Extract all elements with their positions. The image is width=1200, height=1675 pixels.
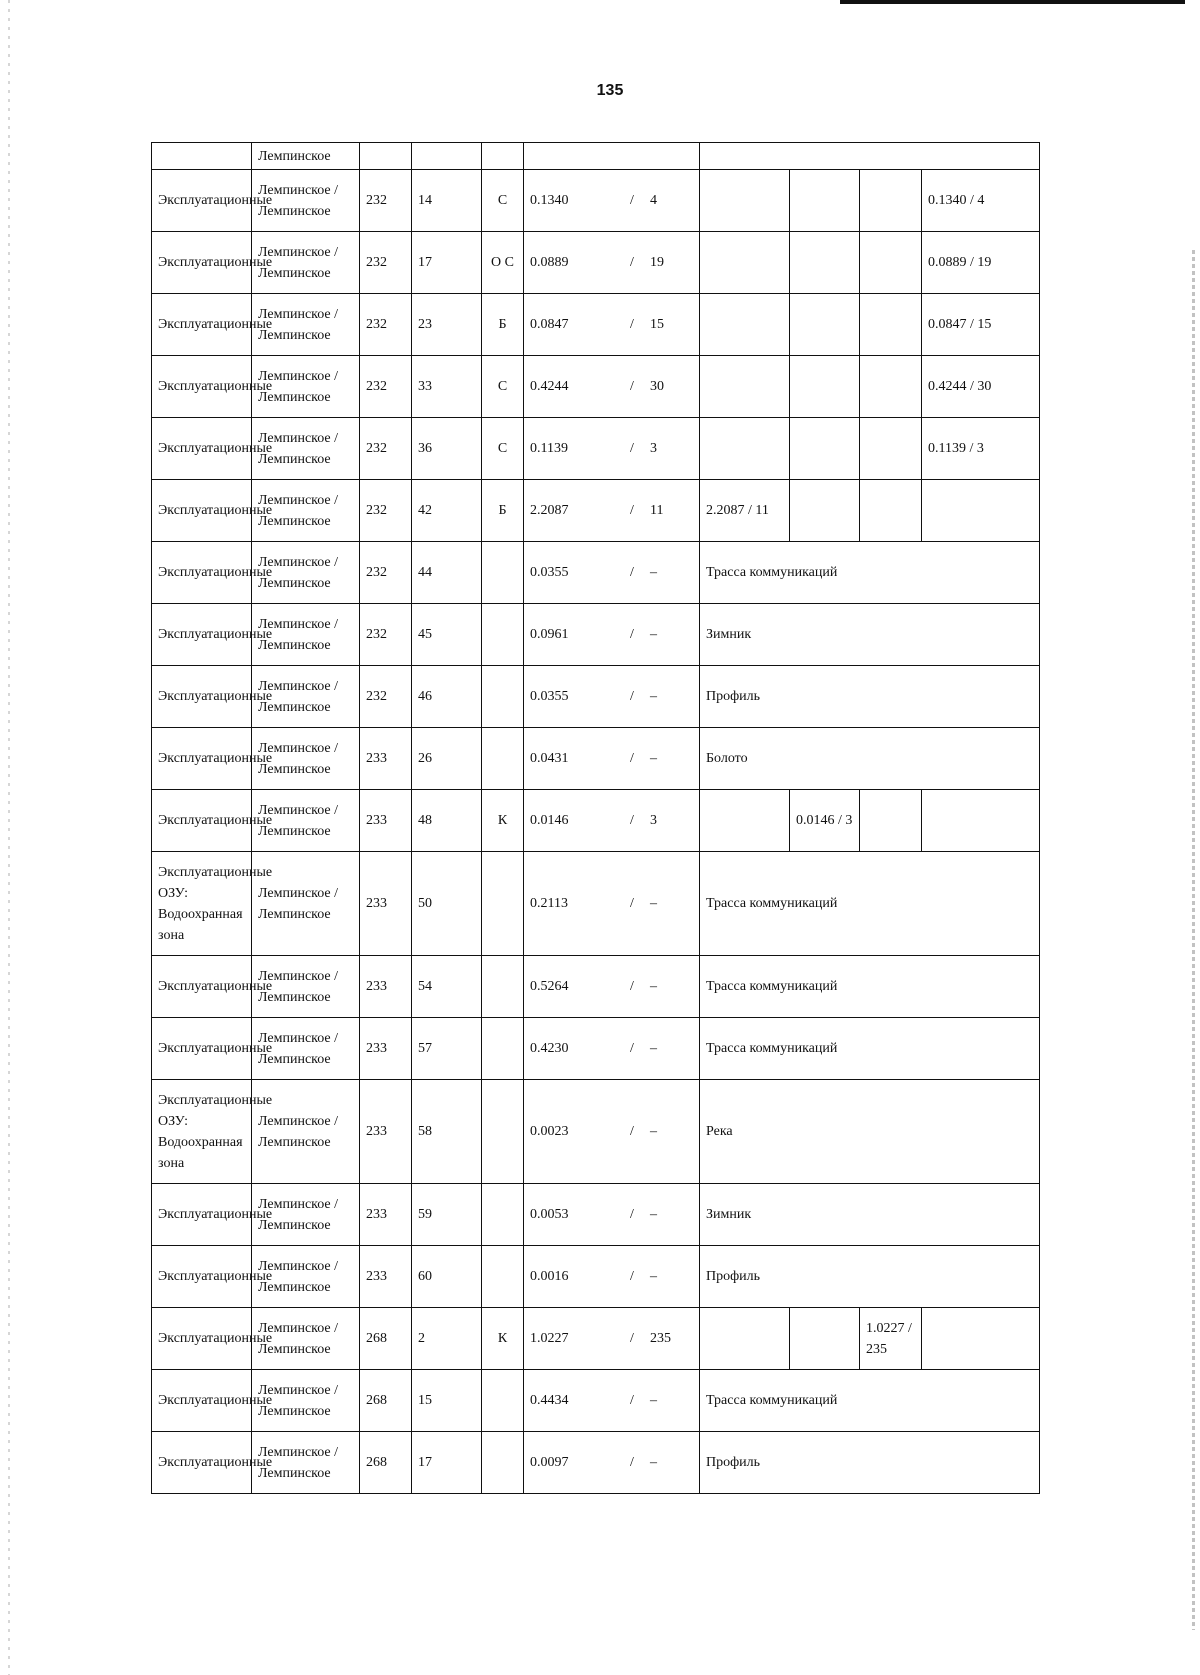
cell-group-3 [860, 480, 922, 542]
scan-edge-right [1192, 250, 1195, 1630]
cell-plot: 58 [412, 1080, 482, 1184]
area-value: 2.2087 [530, 503, 569, 518]
header-cell-area [524, 143, 700, 170]
table-row [152, 1080, 1040, 1184]
table-row [152, 356, 1040, 418]
table-row [152, 666, 1040, 728]
cell-category: Эксплуатационные [152, 170, 252, 232]
cell-plot: 48 [412, 790, 482, 852]
cell-plot: 23 [412, 294, 482, 356]
cell-code: С [482, 170, 524, 232]
area-value: 0.4434 [530, 1393, 569, 1408]
cell-group-3 [860, 294, 922, 356]
cell-group-4: 0.0847 / 15 [922, 294, 1040, 356]
area-count: – [650, 979, 657, 994]
cell-plot: 46 [412, 666, 482, 728]
table-row [152, 170, 1040, 232]
cell-purpose-note: Трасса коммуникаций [700, 956, 1040, 1018]
cell-area [524, 480, 700, 542]
area-count: – [650, 1207, 657, 1222]
area-separator: / [630, 193, 634, 208]
area-value: 0.0355 [530, 689, 569, 704]
cell-group-3 [860, 356, 922, 418]
area-count: – [650, 1124, 657, 1139]
cell-quarter: 233 [360, 956, 412, 1018]
cell-group-3: 1.0227 / 235 [860, 1308, 922, 1370]
cell-category: Эксплуатационные [152, 666, 252, 728]
area-value: 0.0016 [530, 1269, 569, 1284]
cell-name: Лемпинское / Лемпинское [252, 356, 360, 418]
area-separator: / [630, 503, 634, 518]
area-separator: / [630, 689, 634, 704]
cell-category: Эксплуатационные [152, 1432, 252, 1494]
cell-quarter: 232 [360, 294, 412, 356]
cell-group-2 [790, 170, 860, 232]
table-row [152, 1018, 1040, 1080]
cell-code [482, 1184, 524, 1246]
area-count: – [650, 627, 657, 642]
cell-purpose-note: Трасса коммуникаций [700, 542, 1040, 604]
cell-group-4: 0.1139 / 3 [922, 418, 1040, 480]
cell-area [524, 542, 700, 604]
cell-code [482, 852, 524, 956]
area-separator: / [630, 1393, 634, 1408]
cell-quarter: 232 [360, 666, 412, 728]
cell-group-1 [700, 232, 790, 294]
area-separator: / [630, 317, 634, 332]
area-count: 235 [650, 1331, 671, 1346]
cell-purpose-note: Профиль [700, 1432, 1040, 1494]
area-count: 19 [650, 255, 664, 270]
cell-group-3 [860, 170, 922, 232]
area-separator: / [630, 1455, 634, 1470]
cell-name: Лемпинское / Лемпинское [252, 852, 360, 956]
header-cell-quarter [360, 143, 412, 170]
cell-quarter: 232 [360, 604, 412, 666]
area-value: 1.0227 [530, 1331, 569, 1346]
table-row [152, 1184, 1040, 1246]
cell-area [524, 1018, 700, 1080]
area-separator: / [630, 1331, 634, 1346]
cell-area [524, 1370, 700, 1432]
table-row [152, 1370, 1040, 1432]
cell-quarter: 233 [360, 1184, 412, 1246]
cell-plot: 2 [412, 1308, 482, 1370]
header-cell-plot [412, 143, 482, 170]
cell-area [524, 956, 700, 1018]
table-row [152, 542, 1040, 604]
cell-plot: 26 [412, 728, 482, 790]
cell-plot: 59 [412, 1184, 482, 1246]
cell-quarter: 232 [360, 170, 412, 232]
cell-quarter: 233 [360, 1246, 412, 1308]
cell-group-4 [922, 1308, 1040, 1370]
area-value: 0.1340 [530, 193, 569, 208]
cell-quarter: 233 [360, 1018, 412, 1080]
cell-category: Эксплуатационные [152, 294, 252, 356]
cell-area [524, 418, 700, 480]
area-count: – [650, 1455, 657, 1470]
cell-name: Лемпинское / Лемпинское [252, 604, 360, 666]
table-row [152, 418, 1040, 480]
cell-area [524, 666, 700, 728]
area-value: 0.0146 [530, 813, 569, 828]
cell-name: Лемпинское / Лемпинское [252, 956, 360, 1018]
area-separator: / [630, 565, 634, 580]
area-count: 3 [650, 813, 657, 828]
cell-category: Эксплуатационные [152, 1370, 252, 1432]
area-separator: / [630, 813, 634, 828]
cell-category: Эксплуатационные [152, 418, 252, 480]
cell-name: Лемпинское / Лемпинское [252, 1018, 360, 1080]
cell-group-1 [700, 356, 790, 418]
table-body [152, 143, 1040, 1494]
cell-quarter: 232 [360, 418, 412, 480]
cell-group-2 [790, 232, 860, 294]
table-row [152, 790, 1040, 852]
cell-quarter: 232 [360, 356, 412, 418]
cell-quarter: 232 [360, 232, 412, 294]
cell-code: О С [482, 232, 524, 294]
table-row [152, 294, 1040, 356]
cell-quarter: 233 [360, 790, 412, 852]
area-count: – [650, 896, 657, 911]
area-separator: / [630, 751, 634, 766]
cell-code [482, 1246, 524, 1308]
header-cell-code [482, 143, 524, 170]
forest-plot-table [151, 142, 1040, 1494]
cell-group-4 [922, 480, 1040, 542]
area-separator: / [630, 441, 634, 456]
cell-group-4 [922, 790, 1040, 852]
cell-quarter: 268 [360, 1308, 412, 1370]
cell-purpose-note: Болото [700, 728, 1040, 790]
cell-plot: 33 [412, 356, 482, 418]
cell-quarter: 232 [360, 542, 412, 604]
cell-plot: 36 [412, 418, 482, 480]
cell-purpose-note: Трасса коммуникаций [700, 1370, 1040, 1432]
area-separator: / [630, 627, 634, 642]
table-row [152, 956, 1040, 1018]
cell-category: Эксплуатационные [152, 1246, 252, 1308]
cell-group-2 [790, 1308, 860, 1370]
cell-plot: 17 [412, 232, 482, 294]
cell-area [524, 604, 700, 666]
area-value: 0.4244 [530, 379, 569, 394]
area-value: 0.2113 [530, 896, 568, 911]
area-count: – [650, 689, 657, 704]
cell-plot: 60 [412, 1246, 482, 1308]
cell-code [482, 604, 524, 666]
area-value: 0.1139 [530, 441, 568, 456]
cell-group-3 [860, 418, 922, 480]
area-value: 0.4230 [530, 1041, 569, 1056]
cell-plot: 42 [412, 480, 482, 542]
cell-area [524, 728, 700, 790]
cell-category: Эксплуатационные [152, 356, 252, 418]
table-row [152, 232, 1040, 294]
cell-name: Лемпинское / Лемпинское [252, 1246, 360, 1308]
cell-category: Эксплуатационные [152, 1308, 252, 1370]
cell-group-3 [860, 232, 922, 294]
cell-purpose-note: Зимник [700, 604, 1040, 666]
cell-purpose-note: Трасса коммуникаций [700, 1018, 1040, 1080]
cell-group-1 [700, 294, 790, 356]
cell-category: Эксплуатационные [152, 728, 252, 790]
area-value: 0.0023 [530, 1124, 569, 1139]
cell-name: Лемпинское / Лемпинское [252, 1308, 360, 1370]
header-cell-category [152, 143, 252, 170]
cell-code [482, 542, 524, 604]
cell-code [482, 1432, 524, 1494]
cell-plot: 44 [412, 542, 482, 604]
cell-area [524, 356, 700, 418]
cell-category: Эксплуатационные [152, 232, 252, 294]
cell-name: Лемпинское / Лемпинское [252, 1080, 360, 1184]
area-separator: / [630, 1041, 634, 1056]
cell-group-1: 2.2087 / 11 [700, 480, 790, 542]
cell-group-1 [700, 1308, 790, 1370]
table-row [152, 480, 1040, 542]
cell-area [524, 1246, 700, 1308]
cell-category: Эксплуатационные [152, 542, 252, 604]
cell-purpose-note: Трасса коммуникаций [700, 852, 1040, 956]
cell-name: Лемпинское / Лемпинское [252, 790, 360, 852]
cell-purpose-note: Профиль [700, 1246, 1040, 1308]
cell-code [482, 728, 524, 790]
area-separator: / [630, 1124, 634, 1139]
area-count: – [650, 1393, 657, 1408]
cell-name: Лемпинское / Лемпинское [252, 1184, 360, 1246]
cell-code [482, 1018, 524, 1080]
cell-code [482, 666, 524, 728]
cell-plot: 15 [412, 1370, 482, 1432]
cell-area [524, 852, 700, 956]
area-value: 0.5264 [530, 979, 569, 994]
top-rule [840, 0, 1185, 4]
cell-quarter: 268 [360, 1370, 412, 1432]
cell-area [524, 1080, 700, 1184]
cell-purpose-note: Профиль [700, 666, 1040, 728]
area-count: 11 [650, 503, 664, 518]
header-cell-name: Лемпинское [252, 143, 360, 170]
cell-purpose-note: Река [700, 1080, 1040, 1184]
cell-name: Лемпинское / Лемпинское [252, 542, 360, 604]
cell-category: Эксплуатационные [152, 790, 252, 852]
area-count: 4 [650, 193, 657, 208]
table-row [152, 1308, 1040, 1370]
cell-group-2 [790, 294, 860, 356]
table-row [152, 728, 1040, 790]
cell-area [524, 1308, 700, 1370]
area-separator: / [630, 255, 634, 270]
cell-code: С [482, 356, 524, 418]
header-cell-purpose [700, 143, 1040, 170]
area-count: – [650, 751, 657, 766]
area-value: 0.0053 [530, 1207, 569, 1222]
cell-plot: 17 [412, 1432, 482, 1494]
cell-name: Лемпинское / Лемпинское [252, 1370, 360, 1432]
cell-plot: 45 [412, 604, 482, 666]
cell-category: Эксплуатационные [152, 480, 252, 542]
cell-category: Эксплуатационные [152, 1018, 252, 1080]
area-value: 0.0431 [530, 751, 569, 766]
cell-area [524, 294, 700, 356]
cell-group-3 [860, 790, 922, 852]
cell-group-2 [790, 356, 860, 418]
cell-code: Б [482, 294, 524, 356]
table-row [152, 1432, 1040, 1494]
cell-code: Б [482, 480, 524, 542]
area-separator: / [630, 1269, 634, 1284]
cell-name: Лемпинское / Лемпинское [252, 728, 360, 790]
area-count: 30 [650, 379, 664, 394]
cell-area [524, 1432, 700, 1494]
cell-area [524, 170, 700, 232]
area-value: 0.0847 [530, 317, 569, 332]
cell-purpose-note: Зимник [700, 1184, 1040, 1246]
area-separator: / [630, 896, 634, 911]
cell-quarter: 268 [360, 1432, 412, 1494]
cell-name: Лемпинское / Лемпинское [252, 170, 360, 232]
area-separator: / [630, 1207, 634, 1222]
cell-code [482, 1080, 524, 1184]
cell-group-4: 0.0889 / 19 [922, 232, 1040, 294]
cell-group-2 [790, 480, 860, 542]
cell-category: Эксплуатационные ОЗУ: Водоохранная зона [152, 852, 252, 956]
cell-group-1 [700, 418, 790, 480]
scan-edge-left [8, 0, 10, 1675]
cell-group-1 [700, 790, 790, 852]
area-separator: / [630, 979, 634, 994]
cell-plot: 14 [412, 170, 482, 232]
area-count: – [650, 1041, 657, 1056]
area-count: 3 [650, 441, 657, 456]
cell-group-2: 0.0146 / 3 [790, 790, 860, 852]
cell-quarter: 233 [360, 728, 412, 790]
cell-category: Эксплуатационные [152, 1184, 252, 1246]
cell-name: Лемпинское / Лемпинское [252, 232, 360, 294]
cell-quarter: 233 [360, 852, 412, 956]
table-row [152, 604, 1040, 666]
area-value: 0.0355 [530, 565, 569, 580]
table-header-row [152, 143, 1040, 170]
cell-plot: 57 [412, 1018, 482, 1080]
cell-area [524, 1184, 700, 1246]
cell-code [482, 956, 524, 1018]
cell-category: Эксплуатационные [152, 956, 252, 1018]
cell-area [524, 790, 700, 852]
cell-code [482, 1370, 524, 1432]
cell-name: Лемпинское / Лемпинское [252, 480, 360, 542]
page-number: 135 [596, 82, 624, 99]
cell-code: К [482, 1308, 524, 1370]
cell-code: К [482, 790, 524, 852]
cell-name: Лемпинское / Лемпинское [252, 666, 360, 728]
cell-area [524, 232, 700, 294]
cell-group-4: 0.1340 / 4 [922, 170, 1040, 232]
cell-name: Лемпинское / Лемпинское [252, 1432, 360, 1494]
cell-quarter: 233 [360, 1080, 412, 1184]
cell-quarter: 232 [360, 480, 412, 542]
area-value: 0.0961 [530, 627, 569, 642]
cell-group-1 [700, 170, 790, 232]
area-count: – [650, 565, 657, 580]
area-count: 15 [650, 317, 664, 332]
area-separator: / [630, 379, 634, 394]
cell-code: С [482, 418, 524, 480]
cell-name: Лемпинское / Лемпинское [252, 294, 360, 356]
table-row [152, 1246, 1040, 1308]
cell-plot: 54 [412, 956, 482, 1018]
cell-group-2 [790, 418, 860, 480]
table-row [152, 852, 1040, 956]
cell-group-4: 0.4244 / 30 [922, 356, 1040, 418]
cell-category: Эксплуатационные [152, 604, 252, 666]
cell-name: Лемпинское / Лемпинское [252, 418, 360, 480]
area-count: – [650, 1269, 657, 1284]
cell-category: Эксплуатационные ОЗУ: Водоохранная зона [152, 1080, 252, 1184]
cell-plot: 50 [412, 852, 482, 956]
area-value: 0.0097 [530, 1455, 569, 1470]
area-value: 0.0889 [530, 255, 569, 270]
